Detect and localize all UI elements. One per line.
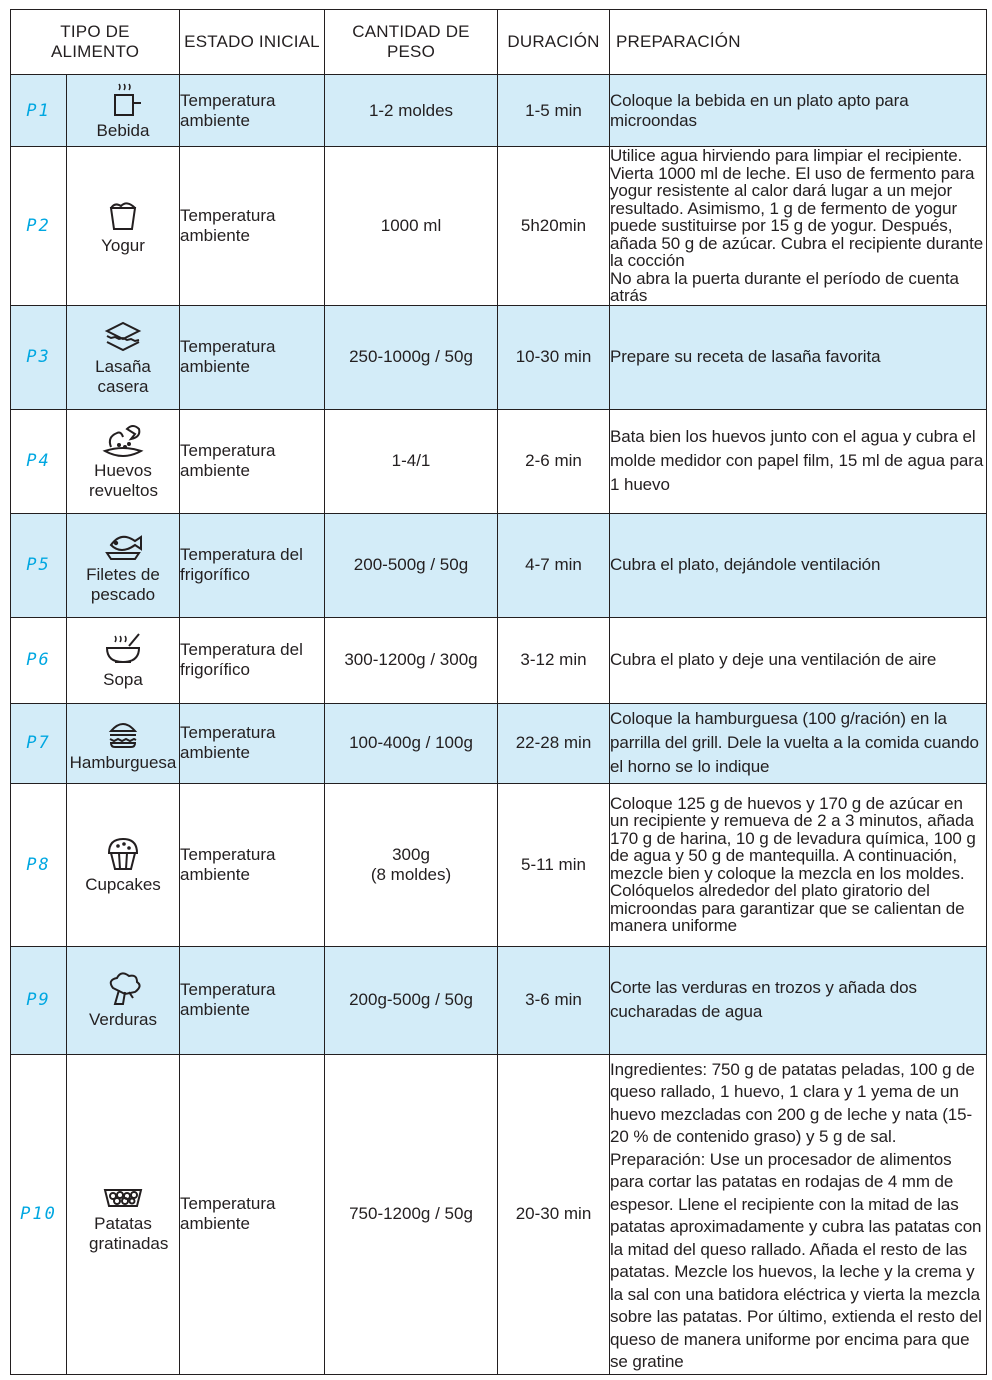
food-cell [67, 75, 180, 147]
weight-amount: 1000 ml [325, 147, 498, 306]
preparation: Cubra el plato, dejándole ventilación [610, 513, 987, 617]
food-name: Hamburguesa [69, 753, 177, 772]
weight-amount: 750-1200g / 50g [325, 1054, 498, 1374]
program-code: P5 [11, 513, 67, 617]
food-name: Huevos revueltos [89, 461, 158, 500]
header-duration: DURACIÓN [498, 10, 610, 75]
program-code: P7 [11, 703, 67, 783]
duration: 3-12 min [498, 617, 610, 703]
weight-amount: 250-1000g / 50g [325, 305, 498, 409]
table-row [11, 147, 987, 306]
food-cell [67, 946, 180, 1054]
program-code: P8 [11, 783, 67, 946]
duration: 20-30 min [498, 1054, 610, 1374]
table-row [11, 703, 987, 783]
cupcake-icon [99, 835, 147, 873]
header-weight: CANTIDAD DE PESO [325, 10, 498, 75]
food-cell [67, 703, 180, 783]
preparation: Corte las verduras en trozos y añada dos cucharadas de agua [610, 946, 987, 1054]
potato-gratin-icon [99, 1174, 147, 1212]
initial-state: Temperatura ambiente [180, 409, 325, 513]
table-row [11, 409, 987, 513]
auto-programs-table [10, 9, 987, 1375]
food-name: Cupcakes [85, 874, 161, 894]
table-row [11, 1054, 987, 1374]
program-code: P1 [11, 75, 67, 147]
food-name: Verduras [88, 1010, 158, 1029]
preparation: Ingredientes: 750 g de patatas peladas, 100 g de queso rallado, 1 huevo, 1 clara y 1 yema de un huevo mezcladas con 200 g de leche y nata (15-20 % de contenido graso) y 5 g de sal. Preparación: Use un procesador de alimentos para cortar las patatas en rodajas de 4 mm de espesor. Llene el recipiente con la mitad de las patatas aproximadamente y cubra las patatas con la mitad del queso rallado. Añada el resto de las patatas. Mezcle los huevos, la leche y la crema y la sal con una batidora eléctrica y vierta la mezcla sobre las patatas. Por último, extienda el resto del queso de manera uniforme por encima para que se gratine [610, 1054, 987, 1374]
yogurt-icon [99, 196, 147, 234]
program-code: P3 [11, 305, 67, 409]
duration: 3-6 min [498, 946, 610, 1054]
weight-amount: 1-4/1 [325, 409, 498, 513]
food-cell [67, 409, 180, 513]
initial-state: Temperatura del frigorífico [180, 513, 325, 617]
program-code: P4 [11, 409, 67, 513]
preparation: Coloque la hamburguesa (100 g/ración) en la parrilla del grill. Dele la vuelta a la comida cuando el horno se lo indique [610, 703, 987, 783]
table-row [11, 783, 987, 946]
weight-amount: 200-500g / 50g [325, 513, 498, 617]
header-preparation: PREPARACIÓN [610, 10, 987, 75]
food-cell [67, 147, 180, 306]
table-row [11, 946, 987, 1054]
initial-state: Temperatura ambiente [180, 946, 325, 1054]
program-code: P6 [11, 617, 67, 703]
weight-amount: 300g (8 moldes) [325, 783, 498, 946]
preparation: Bata bien los huevos junto con el agua y cubra el molde medidor con papel film, 15 ml de agua para 1 huevo [610, 409, 987, 513]
lasagna-icon [99, 317, 147, 355]
table-row [11, 305, 987, 409]
initial-state: Temperatura ambiente [180, 305, 325, 409]
initial-state: Temperatura ambiente [180, 703, 325, 783]
food-name: Bebida [96, 120, 150, 140]
weight-amount: 100-400g / 100g [325, 703, 498, 783]
soup-icon [99, 630, 147, 668]
initial-state: Temperatura ambiente [180, 75, 325, 147]
scrambled-eggs-icon [99, 421, 147, 459]
preparation: Cubra el plato y deje una ventilación de aire [610, 617, 987, 703]
duration: 1-5 min [498, 75, 610, 147]
broccoli-icon [99, 970, 147, 1008]
initial-state: Temperatura ambiente [180, 1054, 325, 1374]
preparation: Utilice agua hirviendo para limpiar el recipiente. Vierta 1000 ml de leche. El uso de fermento para yogur resistente al calor dará lugar a un mejor resultado. Asimismo, 1 g de fermento de yogur puede sustituirse por 15 g de yogur. Después, añada 50 g de azúcar. Cubra el recipiente durante la cocción No abra la puerta durante el período de cuenta atrás [610, 147, 987, 306]
food-cell [67, 783, 180, 946]
program-code: P10 [11, 1054, 67, 1374]
table-row [11, 75, 987, 147]
duration: 5-11 min [498, 783, 610, 946]
preparation: Coloque 125 g de huevos y 170 g de azúcar en un recipiente y remueva de 2 a 3 minutos, añada 170 g de harina, 10 g de levadura química, 100 g de agua y 50 g de mantequilla. A continuación, mezcle bien y coloque la mezcla en los moldes. Colóquelos alrededor del plato giratorio del microondas para garantizar que se calientan de manera uniforme [610, 783, 987, 946]
weight-amount: 1-2 moldes [325, 75, 498, 147]
initial-state: Temperatura del frigorífico [180, 617, 325, 703]
program-code: P9 [11, 946, 67, 1054]
fish-fillet-icon [99, 525, 147, 563]
duration: 4-7 min [498, 513, 610, 617]
food-cell [67, 305, 180, 409]
duration: 5h20min [498, 147, 610, 306]
program-code: P2 [11, 147, 67, 306]
food-name: Lasaña casera [95, 357, 151, 396]
food-name: Yogur [101, 235, 145, 255]
duration: 22-28 min [498, 703, 610, 783]
food-name: Patatas gratinadas [89, 1214, 169, 1253]
header-food-type: TIPO DE ALIMENTO [11, 10, 180, 75]
header-initial-state: ESTADO INICIAL [180, 10, 325, 75]
food-name: Filetes de pescado [86, 565, 160, 604]
header-row [11, 10, 987, 75]
initial-state: Temperatura ambiente [180, 147, 325, 306]
initial-state: Temperatura ambiente [180, 783, 325, 946]
hot-drink-icon [99, 81, 147, 119]
weight-amount: 300-1200g / 300g [325, 617, 498, 703]
duration: 2-6 min [498, 409, 610, 513]
food-cell [67, 1054, 180, 1374]
table-row [11, 617, 987, 703]
food-cell [67, 513, 180, 617]
duration: 10-30 min [498, 305, 610, 409]
weight-amount: 200g-500g / 50g [325, 946, 498, 1054]
preparation: Prepare su receta de lasaña favorita [610, 305, 987, 409]
food-name: Sopa [103, 670, 143, 689]
food-cell [67, 617, 180, 703]
preparation: Coloque la bebida en un plato apto para microondas [610, 75, 987, 147]
table-row [11, 513, 987, 617]
hamburger-icon [99, 713, 147, 751]
